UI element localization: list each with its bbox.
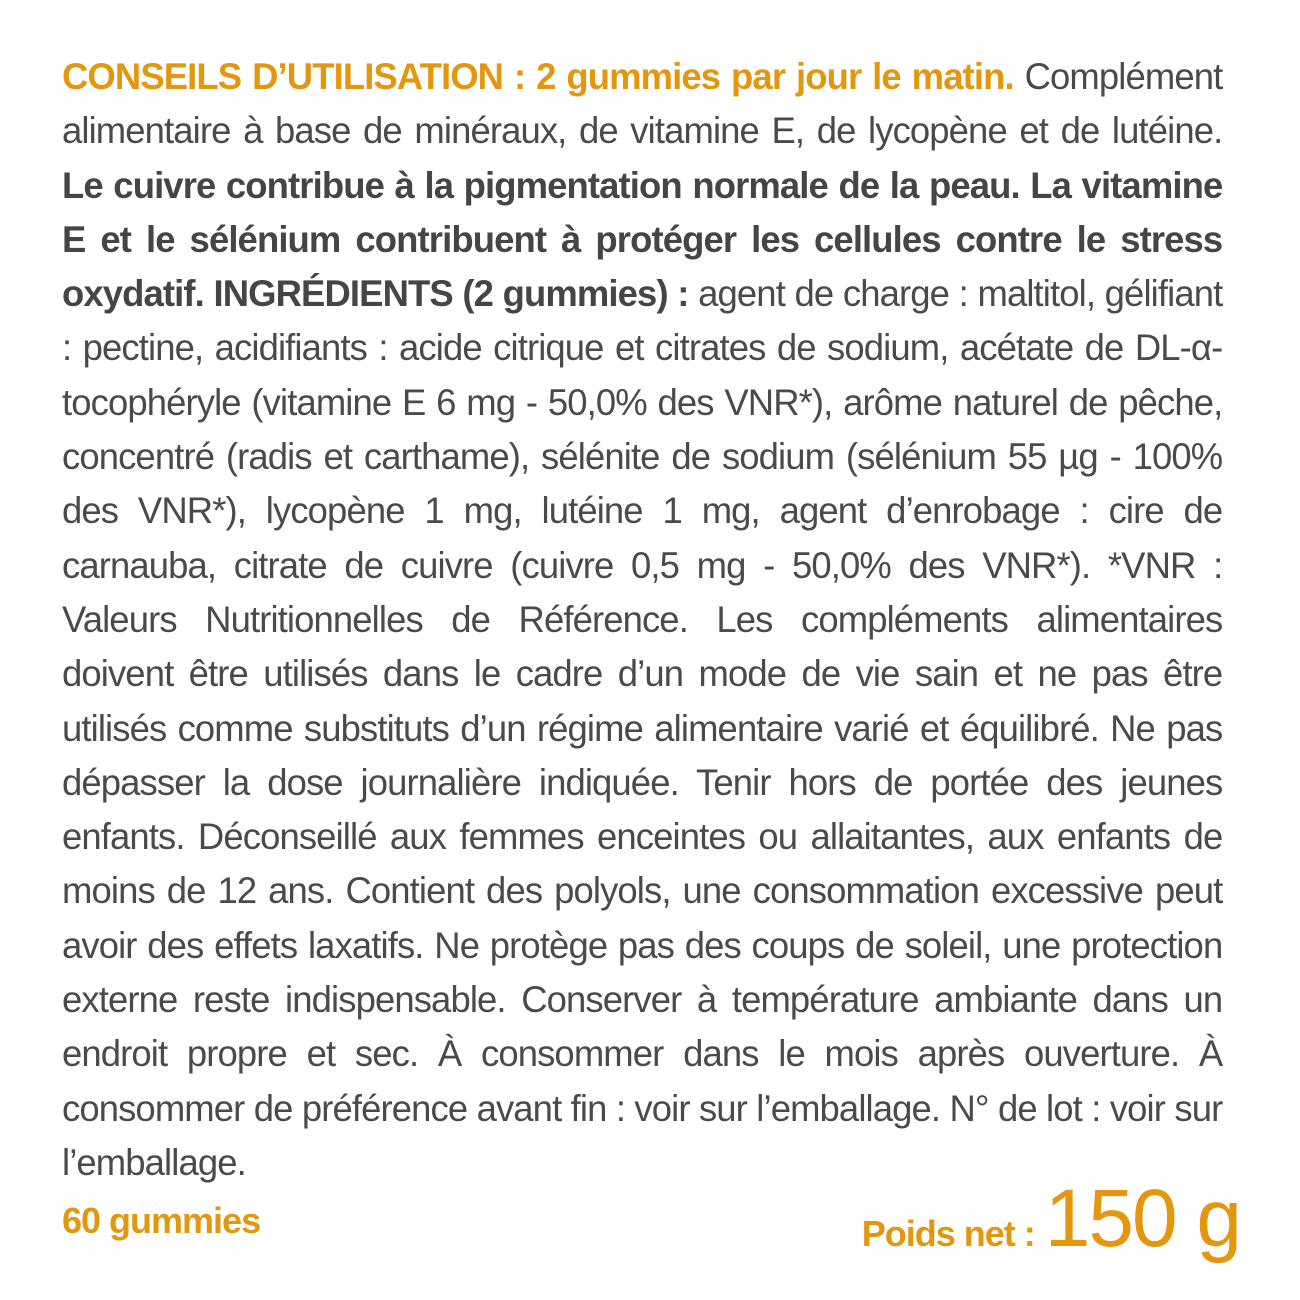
net-weight-label: Poids net :: [861, 1213, 1035, 1254]
ingredients-and-warnings: agent de charge : maltitol, gélifiant : pectine, acidifiants : acide citrique et citrates de sodium, acétate de DL-α-tocophéryle (vitamine E 6 mg - 50,0% des VNR*), arôme naturel de pêche, concentré (radis et carthame), sélénite de sodium (sélénium 55 µg - 100% des VNR*), lycopène 1 mg, lutéine 1 mg, agent d’enrobage : cire de carnauba, citrate de cuivre (cuivre 0,5 mg - 50,0% des VNR*). *VNR : Valeurs Nutritionnelles de Référence. Les compléments alimentaires doivent être utilisés dans le cadre d’un mode de vie sain et ne pas être utilisés comme substituts d’un régime alimentaire varié et équilibré. Ne pas dépasser la dose journalière indiquée. Tenir hors de portée des jeunes enfants. Déconseillé aux femmes enceintes ou allaitantes, aux enfants de moins de 12 ans. Contient des polyols, une consommation excessive peut avoir des effets laxatifs. Ne protège pas des coups de soleil, une protection externe reste indispensable. Conserver à température ambiante dans un endroit propre et sec. À consommer dans le mois après ouverture. À consommer de préférence avant fin : voir sur l’emballage. N° de lot : voir sur l’emballage.: [62, 273, 1223, 1183]
health-claims: Le cuivre contribue à la pigmentation normale de la peau. La vitamine E et le sélénium contribuent à protéger les cellules contre le stress oxydatif. INGRÉDIENTS (2 gummies) :: [62, 164, 1223, 315]
net-weight: [862, 1172, 1240, 1266]
gummies-count: 60 gummies: [62, 1200, 261, 1241]
label-footer: [62, 1172, 1240, 1262]
product-intro: Complément alimentaire à base de minéraux, de vitamine E, de lycopène et de lutéine.: [62, 56, 1223, 152]
usage-heading: CONSEILS D’UTILISATION : 2 gummies par jour le matin.: [62, 56, 1014, 97]
product-label-text: [62, 50, 1222, 1190]
net-weight-value: 150 g: [1044, 1173, 1240, 1264]
